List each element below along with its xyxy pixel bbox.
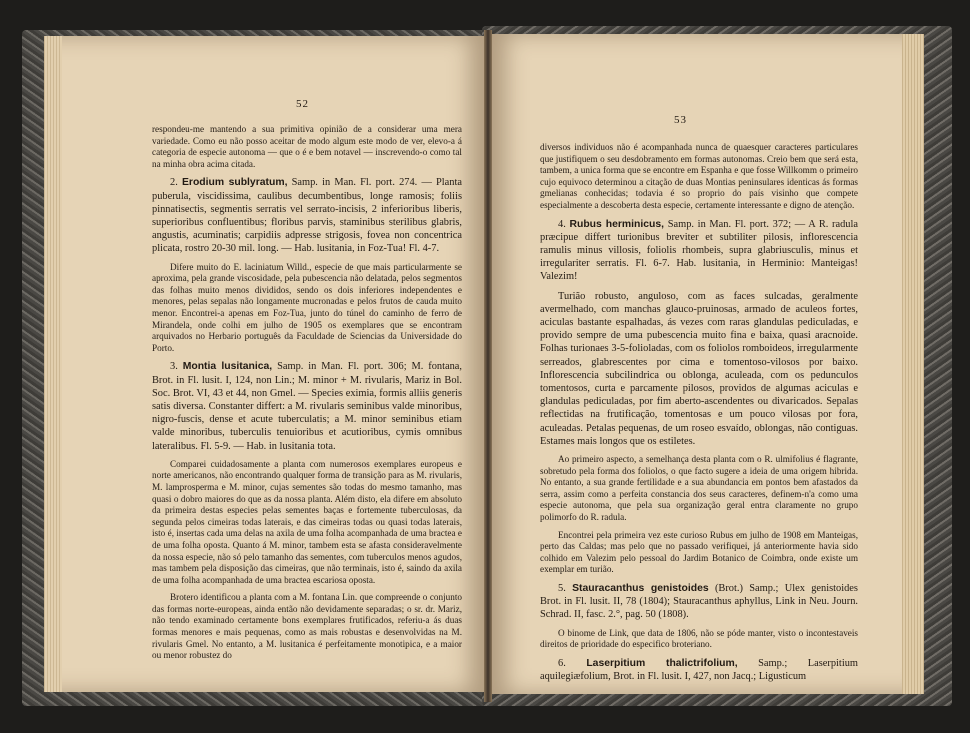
species-entry: 5. Stauracanthus genistoides (Brot.) Samp.; Ulex genistoides Brot. in Fl. lusit. II, 78 (1804); Stauracanthus aphyllus, Link in Neu. Journ. Schrad. II, fasc. 2.°, pag. 50 (1808). — [540, 582, 858, 621]
page-number-left: 52 — [296, 98, 309, 110]
paragraph: diversos individuos não é acompanhada nunca de quaesquer caracteres particulares que justifiquem o seu desdobramento em formas autonomas. Creio bem que será esta, tambem, a unica forma que se encontre em Espanha e que fosse Willkomm o primeiro cujo equivoco determinou a citação de duas Montias peninsulares identicas ás formas gmelianas conhecidas; todavia é so proprio do país visinho que compete especialmente a descoberta desta especie, certamente interessante e digno de atenção. — [540, 142, 858, 210]
species-entry: 4. Rubus herminicus, Samp. in Man. Fl. port. 372; — A R. radula præcipue differt turionibus breviter et subtiliter pilosis, inflorescencia ramulis minus villosis, foliolis rhombeis, supra glabriusculis, minus et irregulariter serratis. Fl. 6-7. Hab. lusitania, in Herminio: Manteigas! Valezim! — [540, 218, 859, 283]
species-name: Laserpitium thalictrifolium, — [586, 657, 738, 669]
paragraph: Encontrei pela primeira vez este curioso Rubus em julho de 1908 em Manteigas, perto das Caldas; mas pelo que no passado verifiquei, já anteriormente havia sido colhido em Valezim pelo pessoal do Jardim Botanico de Coimbra, onde existe um exemplar em turião. — [540, 529, 858, 575]
species-entry: 3. Montia lusitanica, Samp. in Man. Fl. port. 306; M. fontana, Brot. in Fl. lusit. I, 124, non Lin.; M. minor + M. rivularis, Mariz in Bol. Soc. Brot. VI, 43 et 44, non Gmel. — Species eximia, formis alliis generis satis diversa. Constanter differt: a M. rivularis seminibus valde minoribus, nigro-fuscis, dense et acute tuberculatis; a M. minor seminibus etiam valde minoribus, tuberculis tenuioribus et acutioribus, cymis omnibus lateralibus. Fl. 5-9. — Hab. in lusitania tota. — [152, 361, 462, 452]
book-gutter — [484, 30, 492, 702]
page-edges-left — [44, 36, 62, 692]
right-page-text — [540, 142, 858, 689]
species-name: Erodium sublyratum, — [181, 177, 288, 189]
species-entry: 6. Laserpitium thalictrifolium, Samp.; Laserpitium aquilegiæfolium, Brot. in Fl. lusit. I, 427, non Jacq.; Ligusticum — [540, 657, 858, 682]
species-entry: 2. Erodium sublyratum, Samp. in Man. Fl. port. 274. — Planta puberula, viscidissima, caulibus decumbentibus, longe ramosis; foliis pinnatisectis, segmentis serratis vel serrato-incisis, 2 inferioribus liberis, superioribus confluentibus; floribus parvis, staminibus sterilibus glabris, angustis, acuminatis; carpidiis adpresse strigosis, fovea non concentrica plicata, rostro 20-30 mil. long. — Hab. lusitania, in Foz-Tua! Fl. 4-7. — [152, 177, 462, 255]
page-number-right: 53 — [674, 114, 687, 126]
paragraph: O binome de Link, que data de 1806, não se póde manter, visto o incontestaveis direitos de prioridade do especifico broteriano. — [540, 627, 858, 650]
left-page — [44, 36, 488, 692]
page-edges-right — [902, 34, 924, 694]
species-name: Stauracanthus genistoides — [572, 582, 709, 594]
species-name: Montia lusitanica, — [182, 361, 273, 373]
left-page-text — [152, 124, 462, 668]
paragraph: Turião robusto, anguloso, com as faces sulcadas, geralmente avermelhado, com manchas glauco-pruinosas, armado de aculeos fortes, aciculas bastante espalhadas, ás vezes com raras glandulas pediculadas, e provido sempre de uma pubescencia muito fina e baixa, quasi aracnoide. Folhas turionaes 3-5-folioladas, com os foliolos romboideos, irregularmente serreados, glabrescentes por cima e tomentoso-vilosos por baixo. Inflorescencia subcilindrica ou oblonga, aculeada, com os pedunculos tomentosos, curta e parcamente pilosos, providos de algumas aciculas e glandulas pediculadas, por fim aberto-ascendentes ou divaricados. Sepalas reflectidas na frutificação, tomentosas e um pouco vilosas por fora, aculeadas. Petalas pequenas, de um roseo esvaído, oblongas, não contiguas. Estames mais longos que os estiletes. — [540, 290, 858, 447]
paragraph: Ao primeiro aspecto, a semelhança desta planta com o R. ulmifolius é flagrante, sobretudo pela forma dos foliolos, o que facto sugere a ideia de uma origem hibrida. No entanto, a sua grande fertilidade e a sua abundancia em pontos bem afastados da serra, assim como a perfeita constancia dos seus caracteres, definem-n'a como uma especie autonoma, que pela sua organização geral entra claramente no grupo polimorfo do R. radula. — [540, 454, 858, 522]
paragraph: Difere muito do E. laciniatum Willd., especie de que mais particularmente se aproxima, pela grande viscosidade, pela pubescencia não delatada, pelos segmentos das folhas muito menos divididos, sendo os dois inferiores independentes e menores, pelas sepalas não longamente mucronadas e pelos frutos de cauda muito menor. Encontrei-a apenas em Foz-Tua, junto do túnel do caminho de ferro de Mirandela, onde colhi em julho de 1905 os exemplares que se encontram arquivados no Herbario português da Faculdade de Sciencias da Universidade do Porto. — [152, 261, 462, 353]
paragraph: Comparei cuidadosamente a planta com numerosos exemplares europeus e norte americanos, não encontrando qualquer forma de transição para as M. rivularis, M. lamprosperma e M. minor, cujas sementes são todas do mesmo tamanho, mas quasi o dobro maiores do que as da nossa planta. Além disto, ela difere em absoluto da primeira destas especies pelas sementes baças e fortemente tuberculosas, da segunda pelos cimeiras todas laterais, e das cimeiras todas ou quasi todas laterais, isto é, insertas cada uma delas na axila de uma folha acompanhada de uma bractea e de uma folha oposta. Quanto á M. minor, tambem esta se afasta consideravelmente da nossa especie, não só pelo tamanho das sementes, com tuberculos menos agudos, mas tambem pela disposição das cimeiras, que não terminais, isto é, saindo da axila de uma folha acompanhada de uma bractea escariosa oposta. — [152, 458, 462, 585]
paragraph: Brotero identificou a planta com a M. fontana Lin. que compreende o conjunto das formas norte-europeas, ainda então não devidamente separadas; o sr. dr. Mariz, não tendo examinado certamente bons exemplares frutificados, referiu-a ás duas formas menores e mais pequenas, como as mais robustas e desenvolvidas na M. rivularis Gmel. No entanto, a M. lusitanica é perfeitamente monotipica, e a maior ou menor robustez do — [152, 592, 462, 661]
right-page — [488, 34, 908, 694]
species-name: Rubus herminicus, — [569, 218, 665, 230]
paragraph: respondeu-me mantendo a sua primitiva opinião de a considerar uma mera variedade. Como eu não posso aceitar de modo algum este modo de ver, elevo-a á categoria de especie autonoma — que o é e bem notavel — inscrevendo-o como tal na minha obra acima citada. — [152, 124, 462, 169]
